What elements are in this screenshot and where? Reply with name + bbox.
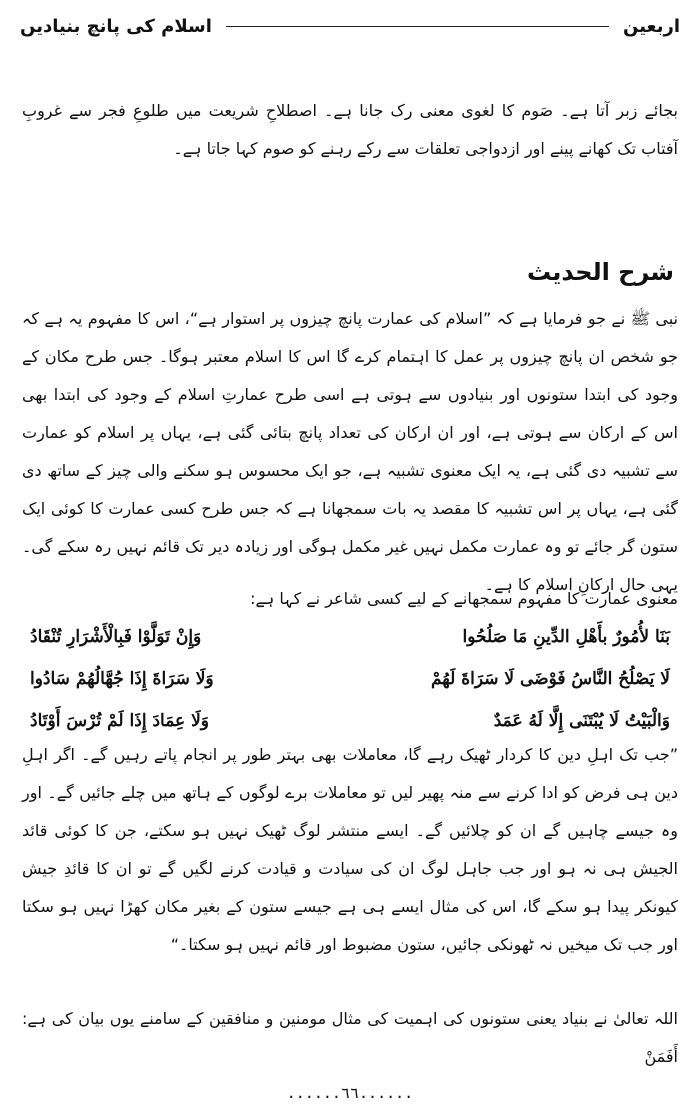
verse-line — [30, 658, 670, 700]
book-title: اربعین — [623, 15, 680, 37]
verse-first-hemistich: بَنَا لأُمُورٌ بأَهْلِ الدِّينِ مَا صَلُحُوا — [462, 627, 670, 647]
verse-second-hemistich: وَلَا عِمَادَ إِذَا لَمْ تُرْسَ أَوْتَادُ — [30, 711, 210, 731]
header-rule — [226, 26, 609, 27]
chapter-title: اسلام کی پانچ بنیادیں — [20, 15, 212, 37]
closing-paragraph: اللہ تعالیٰ نے بنیاد یعنی ستونوں کی اہمیت کی مثال مومنین و منافقین کے سامنے یوں بیان کی ہے: أَفَمَنْ — [22, 1009, 678, 1066]
page-number: ......٦٦...... — [286, 1084, 414, 1102]
verse-line — [30, 616, 670, 658]
section-heading: شرح الحدیث — [527, 258, 674, 286]
poem-intro-line: معنوی عمارت کا مفہوم سمجھانے کے لیے کسی شاعر نے کہا ہے: — [250, 589, 678, 608]
verse-first-hemistich: لَا يَصْلُحُ النَّاسُ فَوْضَى لَا سَرَاةَ لَهُمْ — [430, 669, 670, 689]
verse-second-hemistich: وَلَا سَرَاةَ إِذَا جُهَّالُهُمْ سَادُوا — [30, 669, 214, 689]
verse-first-hemistich: وَالْبَيْتُ لَا يُبْتَنَى إِلَّا لَهُ عَمَدٌ — [493, 711, 670, 731]
commentary-paragraph: نبی ﷺ نے جو فرمایا ہے کہ ”اسلام کی عمارت پانچ چیزوں پر استوار ہے“، اس کا مفہوم یہ ہے کہ جو شخص ان پانچ چیزوں پر عمل کا اہتمام کرے گا اس کا اسلام معتبر ہوگا۔ جس طرح مکان کے وجود کی ابتدا ستونوں اور بنیادوں سے ہوتی ہے اسی طرح عمارتِ اسلام کے وجود کی ابتدا بھی اس کے ارکان سے ہوتی ہے، اور ان ارکان کی تعداد پانچ بتائی گئی ہے، یہاں پر اسلام کو عمارت سے تشبیہ دی گئی ہے، یہ ایک معنوی تشبیہ ہے، جو ایک محسوس ہو سکنے والی چیز کے ساتھ دی گئی ہے، یہاں پر اس تشبیہ کا مقصد یہ بات سمجھانا ہے کہ جس طرح کسی عمارت کا کوئی ایک ستون گر جائے تو وہ عمارت مکمل نہیں غیر مکمل ہوگی اور زیادہ دیر تک قائم نہیں رہ سکے گی۔ یہی حال ارکانِ اسلام کا ہے۔ — [22, 309, 678, 594]
running-header — [20, 8, 680, 44]
arabic-verses — [30, 616, 670, 742]
verse-second-hemistich: وَإِنْ تَوَلَّوْا فَبِالْأَشْرَارِ تُنْقَادُ — [30, 627, 202, 647]
verse-translation-paragraph: ”جب تک اہلِ دین کا کردار ٹھیک رہے گا، معاملات بھی بہتر طور پر انجام پاتے رہیں گے۔ اگر اہلِ دین ہی فرض کو ادا کرنے سے منہ پھیر لیں تو معاملات برے لوگوں کے ہاتھ میں چلے جائیں گے۔ اور وہ جیسے چاہیں گے ان کو چلائیں گے۔ ایسے منتشر لوگ ٹھیک نہیں ہو سکتے، جن کا کوئی قائد الجیش ہی نہ ہو اور جب جاہل لوگ ان کی سیادت و قیادت کرنے لگیں گے تو ان کا قائدِ جیش کیونکر پیدا ہو سکے گا، اس کی مثال ایسے ہی ہے جیسے ستون کے بغیر مکان کھڑا نہیں ہو سکتا اور جب تک میخیں نہ ٹھونکی جائیں، ستون مضبوط اور قائم نہیں ہو سکتا۔“ — [22, 745, 678, 954]
intro-paragraph: بجائے زبر آتا ہے۔ صَوم کا لغوی معنی رک جانا ہے۔ اصطلاحِ شریعت میں طلوعِ فجر سے غروبِ آفتاب تک کھانے پینے اور ازدواجی تعلقات سے رکے رہنے کو صوم کہا جاتا ہے۔ — [22, 101, 678, 158]
